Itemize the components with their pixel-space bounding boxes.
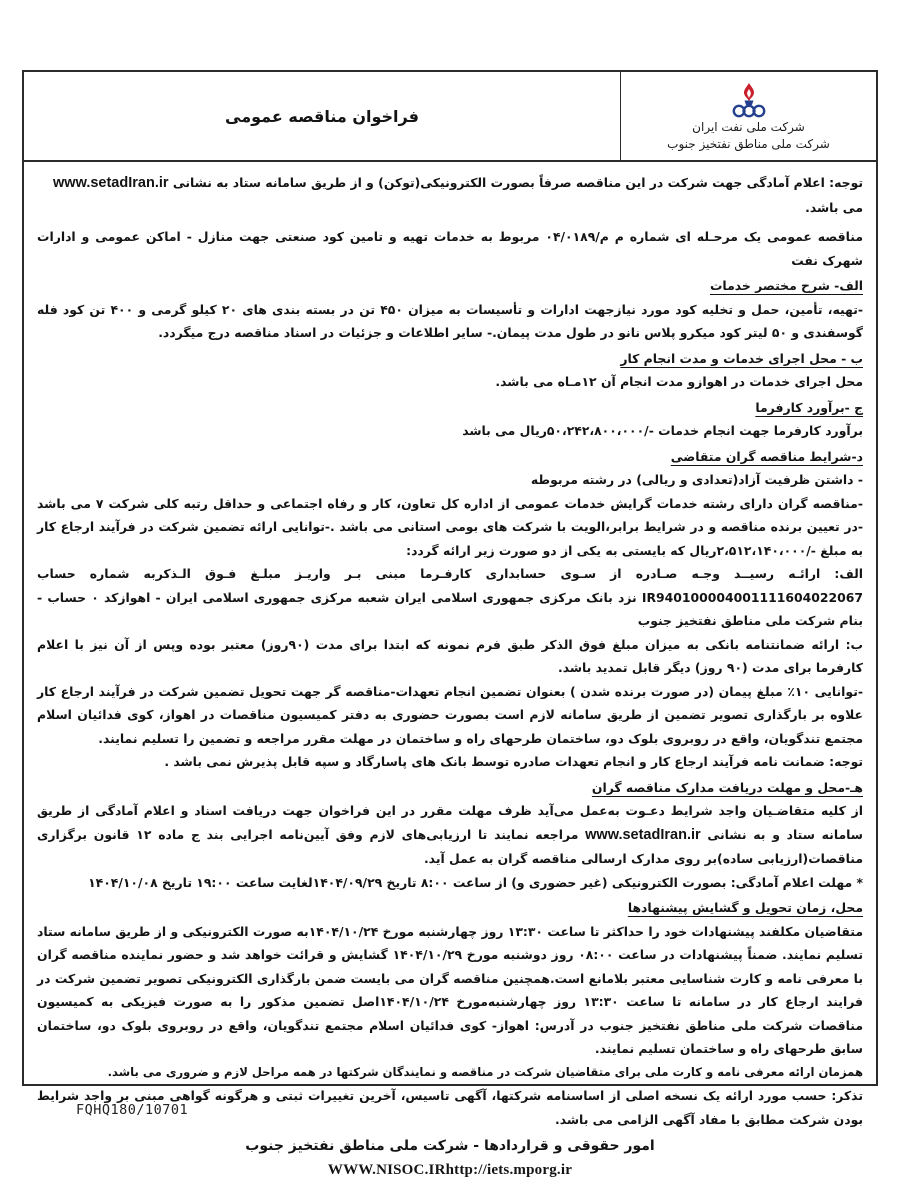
letterhead-title-cell: [24, 72, 620, 160]
id-card-requirement-line: همزمان ارائه معرفی نامه و کارت ملی برای متقاضیان شرکت در مناقصه و نمایندگان شرکتها در همه مراحل لازم و ضروری می باشد.: [37, 1061, 863, 1085]
section-a-body: -تهیه، تأمین، حمل و تخلیه کود مورد نیازجهت ادارات و تأسیسات به میزان ۴۵۰ تن در بسته بندی های ۲۰ کیلو گرمی و ۴۰۰ تن کود فله گوسفندی و ۵۰ لیتر کود میکرو پلاس نانو در طول مدت پیمان.- سایر اطلاعات و جزئیات در اسناد مناقصه درج میگردد.: [37, 298, 863, 345]
section-d-item-qualification: -مناقصه گران دارای رشته خدمات گرایش خدمات عمومی از اداره کل تعاون، کار و رفاه اجتماعی و حداقل رتبه کلی شرکت ۷ می باشد -در تعیین برنده مناقصه و در شرایط برابر،الویت با شرکت های بومی استانی می باشد .-توانایی ارائه تضمین شرکت در فرآیند ارجاع کار به مبلغ -/۲،۵۱۲،۱۴۰،۰۰۰ریال که بایستی به یکی از دو صورت زیر ارائه گردد:: [37, 492, 863, 563]
section-d-item-performance-bond: -توانایی ۱۰٪ مبلغ پیمان (در صورت برنده شدن ) بعنوان تضمین انجام تعهدات-مناقصه گر جهت تحویل تضمین شرکت در فرآیند ارجاع کار علاوه بر بارگذاری تصویر تضمین از طریق سامانه لازم است بصورت حضوری به دفتر کمیسیون مناقصات در اهواز، کوی فدائیان اسلام مجتمع تندگویان، واقع در روبروی بلوک دو، ساختمان طرحهای راه و ساختمان در مهلت مقرر مراجعه و تضمین را تسلیم نمایند.: [37, 680, 863, 751]
letterhead-logo-cell: [620, 72, 876, 160]
section-e-heading: هـ-محل و مهلت دریافت مدارک مناقصه گران: [37, 776, 863, 800]
company-name-primary: شرکت ملی نفت ایران: [692, 119, 805, 136]
section-c-heading: ج -برآورد کارفرما: [37, 396, 863, 420]
setad-url[interactable]: www.setadIran.ir: [53, 175, 169, 191]
section-c-body: برآورد کارفرما جهت انجام خدمات -/۵۰،۲۴۲،۸۰۰،۰۰۰ریال می باشد: [37, 419, 863, 443]
section-f-heading: محل، زمان تحویل و گشایش پیشنهادها: [37, 896, 863, 920]
bank-exclusion-note: توجه: ضمانت نامه فرآیند ارجاع کار و انجام تعهدات صادره توسط بانک های پاسارگاد و سپه قابل پذیرش نمی باشد .: [37, 750, 863, 774]
notice-text-before-url: توجه: اعلام آمادگی جهت شرکت در این مناقصه صرفاً بصورت الکترونیکی(توکن) و از طریق سامانه ستاد به نشانی: [173, 175, 863, 190]
footer-websites[interactable]: WWW.NISOC.IRhttp://iets.mporg.ir: [37, 1159, 863, 1182]
tender-notice-sheet: [22, 70, 878, 1086]
issuing-department-line: امور حقوقی و قراردادها - شرکت ملی مناطق نفتخیز جنوب: [37, 1135, 863, 1159]
electronic-participation-notice: [37, 171, 863, 219]
nioc-logo-icon: [728, 82, 770, 118]
section-e-text-before-url: از کلیه متقاضـیان واجد شرایط دعـوت به‌عمل می‌آید ظرف مهلت مقرر در این فراخوان جهت دریافت اسناد و اعلام آمادگی از طریق سامانه ستاد و به نشانی: [37, 803, 863, 842]
section-d-item-capacity: - داشتن ظرفیت آزاد(تعدادی و ریالی) در رشته مربوطه: [37, 468, 863, 492]
notice-text-after-url: می باشد.: [805, 200, 863, 215]
section-e-text-after-url: مراجعه نمایند تا ارزیابی‌های لازم وفق آیین‌نامه اجرایی بند ج ماده ۱۲ قانون برگزاری مناقصات(ارزیابی ساده)بر روی مدارک ارسالی مناقصه گران به عمل آید.: [37, 827, 863, 867]
reminder-line: تذکر: حسب مورد ارائه یک نسخه اصلی از اساسنامه شرکتها، آگهی تاسیس، آخرین تغییرات ثبتی و هرگونه گواهی مبنی بر واجد شرایط بودن شرکت مطابق با مفاد آگهی الزامی می باشد.: [37, 1084, 863, 1131]
section-a-heading: الف- شرح مختصر خدمات: [37, 274, 863, 298]
page-title: فراخوان مناقصه عمومی: [225, 107, 419, 126]
section-b-body: محل اجرای خدمات در اهوازو مدت انجام آن ۱۲مـاه می باشد.: [37, 370, 863, 394]
tender-subject-line: مناقصه عمومی یک مرحـله ای شماره م م/۰۴/۰۱۸۹ مربوط به خدمات تهیه و تامین کود صنعتی جهت منازل - اماکن عمومی و ادارات شهرک نفت: [37, 225, 863, 272]
section-f-body: متقاضیان مکلفند پیشنهادات خود را حداکثر تا ساعت ۱۳:۳۰ روز چهارشنبه مورخ ۱۴۰۴/۱۰/۲۴به صورت الکترونیکی و از طریق سامانه ستاد تسلیم نمایند. ضمناً پیشنهادات در ساعت ۰۸:۰۰ روز دوشنبه مورخ ۱۴۰۴/۱۰/۲۹ گشایش و قرائت خواهد شد و حضور نماینده مناقصه گران با معرفی نامه و کارت شناسایی معتبر بلامانع است.همچنین مناقصه گران می بایست ضمن بارگذاری الکترونیکی تصویر تضمین شرکت در فرایند ارجاع کار در سامانه تا ساعت ۱۳:۳۰ روز چهارشنبه‌مورخ ۱۴۰۴/۱۰/۲۴اصل تضمین مذکور را به صورت فیزیکی به کمیسیون مناقصات شرکت ملی مناطق نفتخیز جنوب در آدرس: اهواز- کوی فدائیان اسلام مجتمع تندگویان، واقع در روبروی بلوک دو، ساختمان سابق طرحهای راه و ساختمان تسلیم نمایند.: [37, 920, 863, 1061]
section-e-body: [37, 799, 863, 871]
setad-url-2[interactable]: www.setadIran.ir: [585, 827, 701, 843]
section-d-option-a: الف: ارائـه رسیــد وجـه صـادره از سـوی حسابداری کارفـرما مبنی بـر واریـز مبلـغ فـوق الـذکربه شماره حساب IR940100004001111604022067 نزد بانک مرکزی جمهوری اسلامی ایران شعبه مرکزی جمهوری اسلامی ایران - اهوازکد ۰ حساب - بنام شرکت ملی مناطق نفتخیز جنوب: [37, 562, 863, 633]
section-d-heading: د-شرایط مناقصه گران متقاضی: [37, 445, 863, 469]
notice-body: [24, 162, 876, 1182]
company-name-secondary: شرکت ملی مناطق نفتخیز جنوب: [667, 136, 830, 153]
document-code: FQHQ180/10701: [76, 1102, 188, 1118]
section-d-option-b: ب: ارائه ضمانتنامه بانکی به میزان مبلغ فوق الذکر طبق فرم نمونه که ابتدا برای مدت (۹۰روز) معتبر بوده وپس از آن نیز با اعلام کارفرما برای مدت (۹۰ روز) دیگر قابل تمدید باشد.: [37, 633, 863, 680]
letterhead: [24, 72, 876, 162]
readiness-deadline-line: * مهلت اعلام آمادگی: بصورت الکترونیکی (غیر حضوری و) از ساعت ۸:۰۰ تاریخ ۱۴۰۴/۰۹/۲۹لغایت ساعت ۱۹:۰۰ تاریخ ۱۴۰۴/۱۰/۰۸: [37, 871, 863, 895]
section-b-heading: ب - محل اجرای خدمات و مدت انجام کار: [37, 347, 863, 371]
